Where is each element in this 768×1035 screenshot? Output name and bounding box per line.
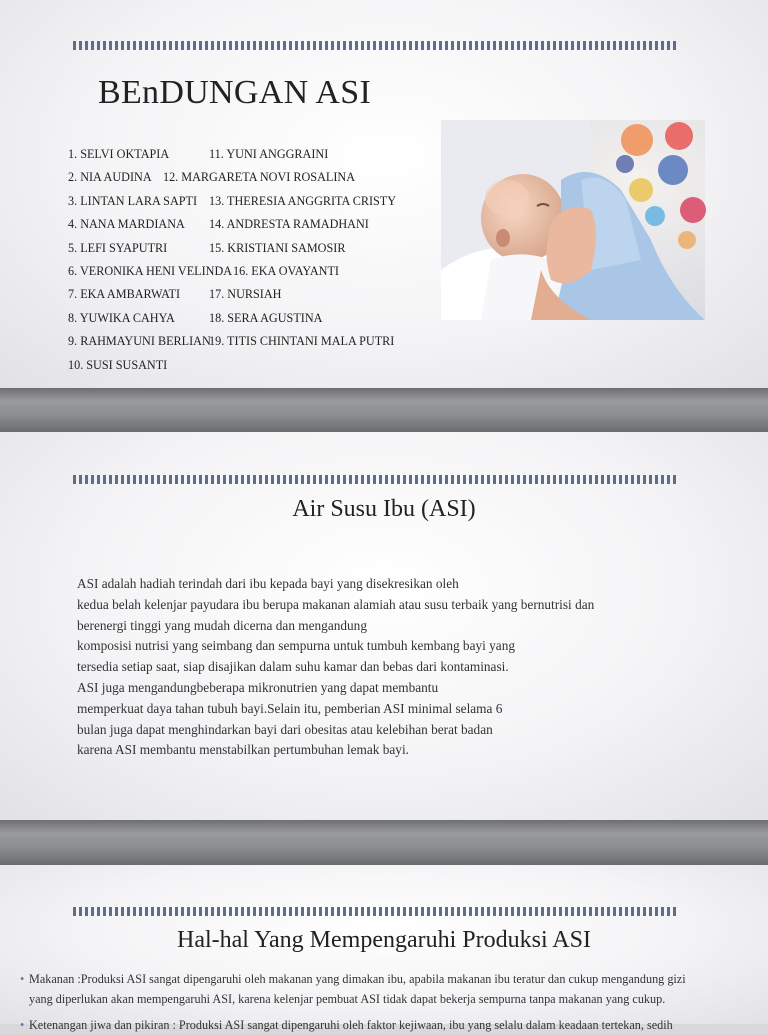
member-item: 10. SUSI SUSANTI [68,357,168,372]
asi-paragraph [77,574,697,761]
member-item: 13. THERESIA ANGGRITA CRISTY [209,193,397,208]
paragraph-line: komposisi nutrisi yang seimbang dan sempurna untuk tumbuh kembang bayi yang [77,638,515,654]
member-item: 14. ANDRESTA RAMADHANI [209,217,369,232]
asi-definition-slide [0,432,768,820]
bullet-line: Ketenangan jiwa dan pikiran : Produksi ASI sangat dipengaruhi oleh faktor kejiwaan, ibu yang selalu dalam keadaan tertekan, sedih [29,1018,673,1032]
member-item: 9. RAHMAYUNI BERLIAN [68,334,211,349]
member-item: 12. MARGARETA NOVI ROSALINA [163,170,355,185]
member-item: 19. TITIS CHINTANI MALA PUTRI [209,334,395,349]
member-item: 17. NURSIAH [209,287,282,302]
bullet-icon: • [20,1018,25,1032]
member-item: 1. SELVI OKTAPIA [68,147,170,161]
member-item: 7. EKA AMBARWATI [68,287,181,302]
paragraph-line: kedua belah kelenjar payudara ibu berupa makanan alamiah atau susu terbaik yang bernutrisi dan [77,596,595,612]
slide-separator [0,388,768,432]
list-item [20,969,760,1009]
factors-slide [0,865,768,1032]
bullet-line: yang diperlukan akan mempengaruhi ASI, karena kelenjar pembuat ASI tidak dapat bekerja sempurna tanpa makanan yang cukup. [29,992,666,1006]
factor-list [20,969,760,1035]
slide-title: Hal-hal Yang Mempengaruhi Produksi ASI [177,927,591,953]
list-item [20,1015,760,1035]
decorative-stripe [73,907,677,916]
member-item: 15. KRISTIANI SAMOSIR [209,240,346,255]
member-item: 4. NANA MARDIANA [68,217,185,232]
member-item: 11. YUNI ANGGRAINI [209,147,329,161]
member-item: 8. YUWIKA CAHYA [68,310,175,325]
bullet-line: Makanan :Produksi ASI sangat dipengaruhi oleh makanan yang dimakan ibu, apabila makanan ibu teratur dan cukup mengandung gizi [29,972,686,986]
member-item: 2. NIA AUDINA [68,170,152,185]
bullet-icon: • [20,972,25,986]
member-item: 3. LINTAN LARA SAPTI [68,193,198,208]
paragraph-line: tersedia setiap saat, siap disajikan dalam suhu kamar dan bebas dari kontaminasi. [77,659,509,675]
member-item: 16. EKA OVAYANTI [233,264,339,278]
slide-separator [0,820,768,865]
paragraph-line: berenergi tinggi yang mudah dicerna dan mengandung [77,617,367,633]
decorative-stripe [73,475,677,484]
breastfeeding-photo [441,120,705,320]
paragraph-line: ASI juga mengandungbeberapa mikronutrien yang dapat membantu [77,679,439,695]
slide-title: BEnDUNGAN ASI [98,74,372,111]
slide-title: Air Susu Ibu (ASI) [292,496,476,522]
member-item: 18. SERA AGUSTINA [209,310,323,325]
paragraph-line: ASI adalah hadiah terindah dari ibu kepada bayi yang disekresikan oleh [77,576,459,591]
paragraph-line: karena ASI membantu menstabilkan pertumbuhan lemak bayi. [77,742,409,758]
member-item: 6. VERONIKA HENI VELINDA [68,264,233,278]
title-slide [0,0,768,388]
member-item: 5. LEFI SYAPUTRI [68,240,168,255]
paragraph-line: bulan juga dapat menghindarkan bayi dari obesitas atau kelebihan berat badan [77,721,493,737]
paragraph-line: memperkuat daya tahan tubuh bayi.Selain itu, pemberian ASI minimal selama 6 [77,700,503,716]
decorative-stripe [73,41,677,50]
